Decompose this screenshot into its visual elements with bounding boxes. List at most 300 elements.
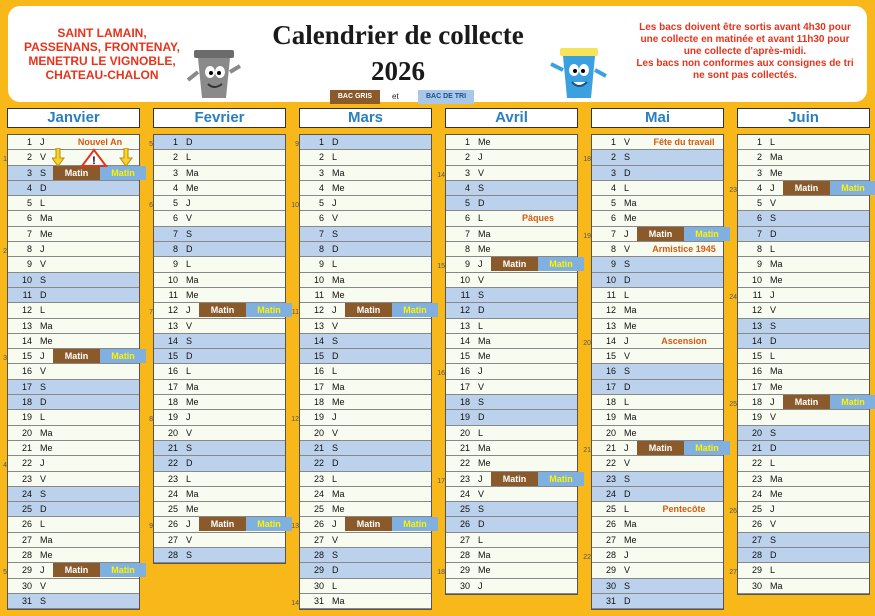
day-number: 1 (26, 137, 32, 147)
day-number: 23 (21, 473, 32, 484)
day-number: 20 (459, 427, 470, 438)
day-name: Ma (332, 167, 345, 178)
day-number: 23 (167, 473, 178, 484)
day-name: Ma (478, 442, 491, 453)
day-row (592, 395, 723, 410)
legend-bac-gris: BAC GRIS (330, 90, 380, 104)
day-name: V (40, 473, 47, 484)
day-row (729, 502, 869, 517)
day-number: 29 (313, 565, 324, 576)
month-column (149, 134, 286, 564)
day-name: V (186, 534, 193, 545)
day-name: S (332, 442, 339, 453)
day-row (300, 349, 431, 364)
day-row (592, 319, 723, 334)
day-row (291, 303, 431, 318)
day-name: Me (186, 182, 199, 193)
week-number: 26 (729, 508, 737, 516)
day-name: V (770, 519, 777, 530)
day-number: 9 (172, 259, 178, 270)
day-row (8, 227, 139, 242)
day-name: D (332, 458, 339, 469)
day-name: V (40, 152, 47, 163)
day-row (154, 533, 285, 548)
day-row (738, 196, 869, 211)
day-number: 10 (751, 274, 762, 285)
day-number: 25 (751, 504, 762, 515)
day-name: S (624, 366, 631, 377)
day-name: Ma (770, 366, 783, 377)
bac-tri-collection: Matin (684, 227, 730, 241)
bac-gris-collection: Matin (783, 395, 830, 409)
day-number: 12 (21, 305, 32, 316)
day-name: J (40, 458, 45, 469)
day-number: 29 (459, 565, 470, 576)
day-number: 18 (459, 397, 470, 408)
day-number: 17 (21, 381, 32, 392)
day-name: Ma (186, 274, 199, 285)
day-number: 21 (167, 442, 178, 453)
day-row (446, 196, 577, 211)
day-row (154, 242, 285, 257)
commune-line: CHATEAU-CHALON (45, 68, 159, 82)
week-number: 3 (3, 355, 7, 363)
day-row (729, 395, 869, 410)
day-name: D (186, 137, 193, 147)
day-row (437, 166, 577, 181)
day-name: J (186, 305, 191, 316)
day-name: S (40, 381, 47, 392)
day-number: 19 (21, 412, 32, 423)
day-number: 4 (172, 182, 178, 193)
day-name: V (40, 366, 47, 377)
day-row (446, 502, 577, 517)
week-number: 18 (437, 569, 445, 577)
day-name: Me (332, 289, 345, 300)
day-name: S (624, 580, 631, 591)
day-number: 28 (21, 550, 32, 561)
day-row (300, 288, 431, 303)
day-number: 6 (26, 213, 32, 224)
month-header: Juin (737, 108, 870, 128)
day-name: V (186, 213, 193, 224)
day-number: 18 (313, 397, 324, 408)
day-row (592, 364, 723, 379)
day-row (8, 380, 139, 395)
day-name: Me (478, 244, 491, 255)
svg-text:!: ! (92, 155, 96, 167)
day-row (291, 517, 431, 532)
day-row (154, 227, 285, 242)
bac-tri-collection: Matin (538, 472, 584, 486)
week-number: 25 (729, 401, 737, 409)
day-number: 6 (172, 213, 178, 224)
day-row (300, 472, 431, 487)
day-row (300, 487, 431, 502)
day-row (3, 563, 139, 578)
day-row (446, 349, 577, 364)
day-row (738, 349, 869, 364)
day-row (446, 456, 577, 471)
day-number: 6 (610, 213, 616, 224)
day-row (592, 211, 723, 226)
day-row (738, 579, 869, 594)
bac-tri-collection: Matin (392, 303, 438, 317)
day-row (8, 533, 139, 548)
day-name: S (332, 335, 339, 346)
day-row (300, 579, 431, 594)
day-row (300, 456, 431, 471)
day-name: D (478, 198, 485, 209)
day-row (300, 334, 431, 349)
day-name: V (186, 320, 193, 331)
day-number: 14 (21, 335, 32, 346)
day-row (154, 150, 285, 165)
day-name: S (40, 595, 47, 606)
day-number: 23 (605, 473, 616, 484)
day-row (300, 533, 431, 548)
day-row (446, 426, 577, 441)
week-number: 14 (291, 599, 299, 607)
day-name: V (770, 412, 777, 423)
day-number: 6 (318, 213, 324, 224)
day-number: 11 (606, 289, 616, 300)
day-number: 16 (605, 366, 616, 377)
day-name: J (770, 397, 775, 408)
bac-tri-collection: Matin (538, 257, 584, 271)
day-number: 4 (610, 182, 616, 193)
week-number: 4 (3, 462, 7, 470)
holiday-label: Fête du travail (653, 137, 715, 147)
day-number: 7 (756, 228, 762, 239)
day-name: S (770, 427, 777, 438)
day-row (149, 135, 285, 150)
day-name: Me (624, 213, 637, 224)
day-row (154, 426, 285, 441)
day-name: J (770, 504, 775, 515)
day-row (729, 563, 869, 578)
day-number: 19 (605, 412, 616, 423)
day-name: Me (332, 504, 345, 515)
day-number: 7 (318, 228, 324, 239)
day-row (437, 257, 577, 272)
day-row (154, 456, 285, 471)
week-number: 1 (3, 156, 7, 164)
day-row (154, 166, 285, 181)
day-name: S (186, 442, 193, 453)
day-number: 12 (313, 305, 324, 316)
day-number: 24 (605, 488, 616, 499)
bac-gris-collection: Matin (345, 517, 392, 531)
day-name: J (40, 565, 45, 576)
day-name: Me (770, 274, 783, 285)
day-number: 3 (318, 167, 324, 178)
week-number: 19 (583, 232, 591, 240)
day-row (300, 548, 431, 563)
day-number: 18 (167, 397, 178, 408)
day-row (8, 502, 139, 517)
day-number: 28 (459, 550, 470, 561)
day-number: 14 (459, 335, 470, 346)
day-row (300, 257, 431, 272)
notice-line: Les bacs doivent être sortis avant 4h30 pour (639, 22, 851, 33)
day-row (738, 303, 869, 318)
day-row (583, 548, 723, 563)
day-name: V (624, 137, 631, 147)
day-row (592, 303, 723, 318)
day-row (738, 135, 869, 150)
day-row (592, 533, 723, 548)
day-name: J (332, 198, 337, 209)
day-name: J (770, 182, 775, 193)
day-name: V (332, 427, 339, 438)
year-title: 2026 (371, 56, 425, 86)
day-row (446, 211, 577, 226)
day-name: S (478, 289, 485, 300)
day-number: 13 (605, 320, 616, 331)
day-row (300, 319, 431, 334)
bac-gris-collection: Matin (345, 303, 392, 317)
day-number: 10 (605, 274, 616, 285)
notice-line: une collecte en matinée et avant 11h30 pour (640, 34, 850, 45)
day-row (738, 410, 869, 425)
day-number: 9 (610, 259, 616, 270)
bac-tri-collection: Matin (100, 349, 146, 363)
day-row (592, 502, 723, 517)
month-column (3, 134, 140, 610)
day-row (738, 257, 869, 272)
month-column (729, 134, 870, 595)
day-number: 18 (605, 397, 616, 408)
day-name: S (624, 473, 631, 484)
day-number: 18 (21, 397, 32, 408)
day-row (8, 319, 139, 334)
week-number: 5 (3, 569, 7, 577)
day-name: V (624, 458, 631, 469)
day-number: 1 (610, 137, 616, 147)
day-number: 2 (610, 152, 616, 163)
day-row (154, 319, 285, 334)
day-row (738, 533, 869, 548)
day-row (154, 211, 285, 226)
day-number: 29 (605, 565, 616, 576)
day-name: D (186, 458, 193, 469)
notice-line: ne sont pas collectés. (693, 70, 797, 81)
week-number: 13 (291, 523, 299, 531)
day-name: J (478, 473, 483, 484)
day-name: Ma (186, 167, 199, 178)
day-name: Me (478, 351, 491, 362)
day-number: 6 (756, 213, 762, 224)
day-number: 27 (459, 534, 470, 545)
day-number: 16 (313, 366, 324, 377)
holiday-label: Armistice 1945 (652, 244, 716, 255)
day-row (8, 395, 139, 410)
notice-line: Les bacs non conformes aux consignes de tri (636, 58, 854, 69)
day-name: L (40, 519, 46, 530)
day-row (446, 548, 577, 563)
day-row (3, 242, 139, 257)
day-number: 4 (464, 182, 470, 193)
day-number: 11 (752, 289, 762, 300)
day-name: L (770, 565, 776, 576)
day-number: 8 (318, 244, 324, 255)
day-number: 28 (313, 550, 324, 561)
day-name: V (332, 320, 339, 331)
day-number: 11 (168, 289, 178, 300)
day-name: V (478, 274, 485, 285)
day-row (300, 211, 431, 226)
day-number: 3 (464, 167, 470, 178)
day-number: 15 (605, 351, 616, 362)
page-title: Calendrier de collecte (272, 20, 524, 50)
day-number: 25 (167, 504, 178, 515)
bac-tri-collection: Matin (392, 517, 438, 531)
day-name: S (770, 213, 777, 224)
day-row (8, 594, 139, 609)
week-number: 24 (729, 293, 737, 301)
day-name: L (478, 427, 484, 438)
day-row (295, 135, 431, 150)
day-name: Ma (186, 381, 199, 392)
day-number: 1 (464, 137, 470, 147)
day-row (8, 334, 139, 349)
day-name: J (40, 244, 45, 255)
day-number: 24 (313, 488, 324, 499)
day-row (446, 319, 577, 334)
day-number: 15 (167, 351, 178, 362)
day-row (154, 380, 285, 395)
day-row (300, 502, 431, 517)
day-row (300, 426, 431, 441)
day-number: 20 (605, 427, 616, 438)
day-row (291, 410, 431, 425)
day-name: J (40, 351, 45, 362)
warning-arrows-icon (52, 148, 136, 168)
day-number: 16 (21, 366, 32, 377)
day-number: 11 (22, 289, 32, 300)
day-row (8, 517, 139, 532)
day-row (446, 273, 577, 288)
day-number: 2 (318, 152, 324, 163)
week-number: 5 (149, 141, 153, 148)
day-name: L (332, 152, 338, 163)
day-name: V (40, 580, 47, 591)
day-row (583, 441, 723, 456)
day-name: Me (770, 488, 783, 499)
day-row (154, 181, 285, 196)
day-number: 15 (313, 351, 324, 362)
day-name: Me (332, 182, 345, 193)
day-number: 29 (751, 565, 762, 576)
day-row (446, 380, 577, 395)
day-row (592, 456, 723, 471)
day-name: V (332, 213, 339, 224)
day-row (738, 380, 869, 395)
day-row (446, 579, 577, 594)
day-row (446, 517, 577, 532)
bac-gris-collection: Matin (491, 257, 538, 271)
day-row (738, 548, 869, 563)
day-row (154, 364, 285, 379)
day-row (738, 472, 869, 487)
day-number: 26 (605, 519, 616, 530)
day-number: 7 (610, 228, 616, 239)
day-name: Me (40, 228, 53, 239)
day-row (592, 288, 723, 303)
day-number: 17 (459, 381, 470, 392)
day-name: L (478, 320, 484, 331)
day-number: 22 (459, 458, 470, 469)
day-number: 30 (605, 580, 616, 591)
day-row (592, 472, 723, 487)
week-number: 7 (149, 309, 153, 317)
day-name: D (478, 412, 485, 423)
day-number: 30 (459, 580, 470, 591)
day-name: J (478, 366, 483, 377)
day-row (738, 487, 869, 502)
day-row (8, 364, 139, 379)
week-number: 22 (583, 554, 591, 562)
bac-tri-collection: Matin (100, 563, 146, 577)
day-name: Ma (40, 534, 53, 545)
day-number: 23 (751, 473, 762, 484)
bac-tri-collection: Matin (246, 517, 292, 531)
day-row (300, 395, 431, 410)
holiday-label: Pentecôte (662, 504, 706, 515)
day-number: 10 (313, 274, 324, 285)
day-number: 22 (21, 458, 32, 469)
day-name: J (624, 335, 629, 346)
day-name: L (332, 473, 338, 484)
day-name: L (624, 397, 630, 408)
day-number: 31 (313, 595, 324, 606)
day-name: D (770, 550, 777, 561)
day-number: 3 (756, 167, 762, 178)
day-name: D (40, 397, 47, 408)
day-row (592, 410, 723, 425)
day-number: 21 (459, 442, 470, 453)
day-number: 31 (605, 595, 616, 606)
day-row (592, 487, 723, 502)
day-name: S (478, 397, 485, 408)
day-row (8, 579, 139, 594)
day-row (154, 502, 285, 517)
day-number: 17 (167, 381, 178, 392)
day-row (8, 196, 139, 211)
day-row (149, 410, 285, 425)
day-number: 20 (167, 427, 178, 438)
day-number: 15 (21, 351, 32, 362)
week-number: 17 (437, 477, 445, 485)
day-name: J (186, 519, 191, 530)
day-row (446, 135, 577, 150)
day-number: 13 (313, 320, 324, 331)
day-number: 1 (172, 137, 178, 147)
day-name: Ma (40, 213, 53, 224)
day-number: 26 (313, 519, 324, 530)
day-row (300, 242, 431, 257)
week-number: 9 (149, 523, 153, 531)
day-name: Me (186, 397, 199, 408)
day-row (738, 456, 869, 471)
day-row (446, 395, 577, 410)
day-name: L (770, 351, 776, 362)
day-name: Me (332, 397, 345, 408)
day-number: 14 (167, 335, 178, 346)
day-number: 31 (21, 595, 32, 606)
day-number: 6 (464, 213, 470, 224)
